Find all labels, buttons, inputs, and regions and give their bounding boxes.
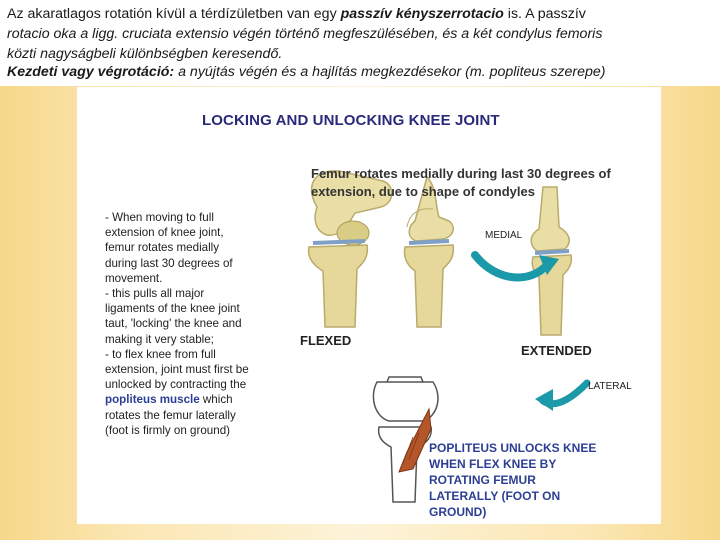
label-flexed: FLEXED [300, 333, 352, 348]
explanation-line: - to flex knee from full [105, 347, 216, 361]
header-line-1-end: is. A passzív [503, 6, 586, 22]
header-line-3: közti nagyságbeli különbségben keresendő. [7, 46, 283, 62]
popliteus-caption-line: POPLITEUS UNLOCKS KNEE [429, 441, 597, 455]
header-text-block [0, 0, 720, 86]
explanation-line: - this pulls all major [105, 287, 205, 301]
header-line-2: rotacio oka a ligg. cruciata extensio végén történő megfeszülésében, és a két condylus femoris [7, 26, 603, 42]
explanation-line: ligaments of the knee joint [105, 302, 240, 316]
popliteus-caption-line: LATERALLY (FOOT ON [429, 489, 561, 503]
header-line-4-rest: a nyújtás végén és a hajlítás megkezdésekor (m. popliteus szerepe) [174, 64, 606, 80]
figure-title: LOCKING AND UNLOCKING KNEE JOINT [202, 112, 500, 129]
explanation-popliteus-line [105, 392, 277, 407]
explanation-line: unlocked by contracting the [105, 378, 247, 392]
explanation-line: during last 30 degrees of [105, 256, 233, 270]
popliteus-caption-line: ROTATING FEMUR [429, 473, 536, 487]
explanation-line: extension of knee joint, [105, 226, 224, 240]
explanation-line: making it very stable; [105, 332, 214, 346]
header-line-4 [7, 62, 606, 82]
popliteus-highlight: popliteus muscle [105, 393, 200, 407]
explanation-line: - When moving to full [105, 211, 214, 224]
popliteus-line-rest: which [199, 393, 233, 407]
explanation-line: femur rotates medially [105, 241, 220, 255]
explanation-line: taut, 'locking' the knee and [105, 317, 242, 331]
knee-figure-panel [77, 87, 661, 524]
explanation-line: rotates the femur laterally [105, 408, 236, 422]
header-line-1-text: Az akaratlagos rotatión kívül a térdízületben van egy [7, 6, 341, 22]
popliteus-caption [429, 440, 639, 520]
header-line-1 [7, 4, 586, 24]
label-lateral: LATERAL [588, 381, 632, 392]
header-line-4-bold: Kezdeti vagy végrotáció: [7, 64, 175, 80]
explanation-line: (foot is firmly on ground) [105, 423, 231, 437]
explanation-line: extension, joint must first be [105, 363, 249, 377]
label-extended: EXTENDED [521, 343, 592, 358]
popliteus-caption-line: GROUND) [429, 505, 487, 519]
label-medial: MEDIAL [485, 230, 523, 241]
femur-rotation-caption: Femur rotates medially during last 30 degrees of extension, due to shape of condyles [311, 166, 611, 199]
header-line-1-bold: passzív kényszerrotacio [340, 6, 504, 22]
popliteus-caption-line: WHEN FLEX KNEE BY [429, 457, 557, 471]
explanation-line: movement. [105, 271, 163, 285]
explanation-text [105, 210, 277, 438]
lateral-rotation-arrow-icon [535, 383, 587, 411]
